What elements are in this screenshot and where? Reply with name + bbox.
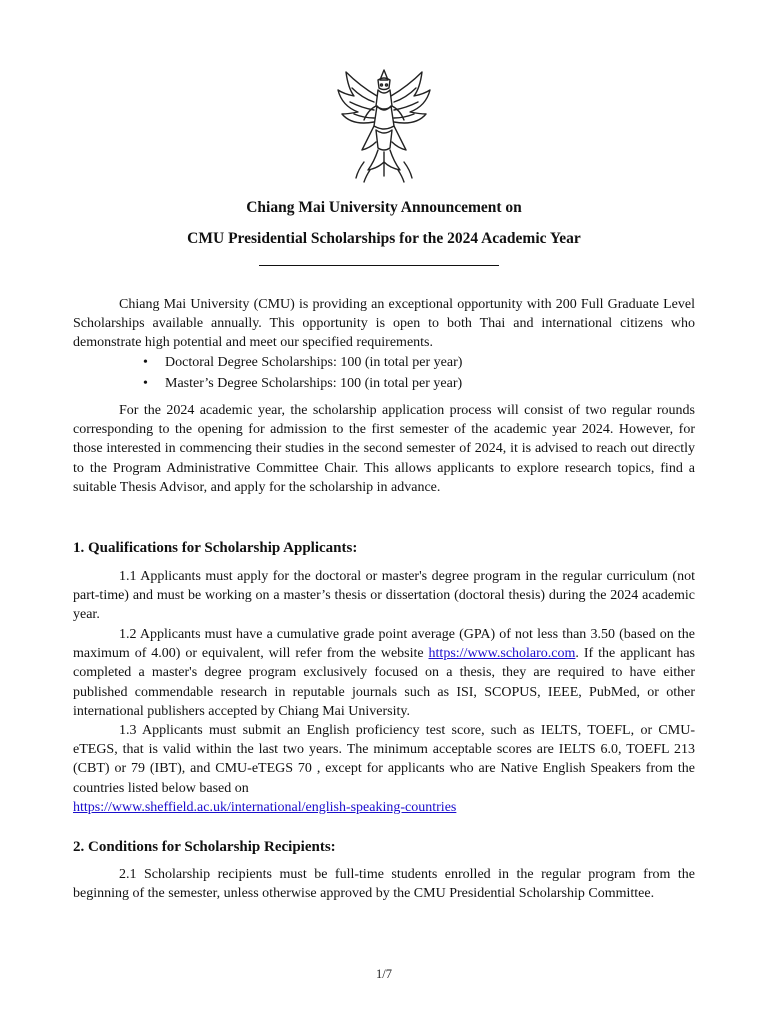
bullet-item-masters: • Master’s Degree Scholarships: 100 (in total per year): [143, 374, 462, 395]
section-1-heading: 1. Qualifications for Scholarship Applicants:: [73, 540, 358, 556]
scholarship-bullet-list: [143, 353, 462, 394]
intro-paragraph: Chiang Mai University (CMU) is providing an exceptional opportunity with 200 Full Graduate Level Scholarships available annually. This opportunity is open to both Thai and international citizens who demonstrate high potential and meet our specified requirements.: [73, 297, 695, 351]
document-title-line-1: Chiang Mai University Announcement on: [246, 199, 522, 216]
condition-2-1: 2.1 Scholarship recipients must be full-time students enrolled in the regular program from the beginning of the semester, unless otherwise approved by the CMU Presidential Scholarship Committee.: [73, 867, 695, 902]
qualification-1-2-text-after: . If the applicant has completed a master's degree program exclusively focused on a thesis, they are required to have either published commendable research in reputable journals such as ISI, SCOPUS, IEEE, PubMed, or other international publishers accepted by Chiang Mai University.: [73, 646, 695, 719]
qualification-1-1: 1.1 Applicants must apply for the doctoral or master's degree program in the regular curriculum (not part-time) and must be working on a master’s thesis or dissertation (doctoral thesis) during the 2024 academic year.: [73, 569, 695, 623]
qualification-1-3: [73, 721, 695, 817]
garuda-emblem-icon: [334, 66, 434, 184]
sheffield-english-countries-link[interactable]: https://www.sheffield.ac.uk/international/english-speaking-countries: [73, 799, 457, 815]
scholaro-link[interactable]: https://www.scholaro.com: [428, 646, 576, 662]
process-paragraph: For the 2024 academic year, the scholarship application process will consist of two regular rounds corresponding to the opening for admission to the first semester of the academic year 2024. However, for those interested in commencing their studies in the second semester of 2024, it is advised to reach out directly to the Program Administrative Committee Chair. This allows applicants to explore research topics, find a suitable Thesis Advisor, and apply for the scholarship in advance.: [73, 403, 695, 495]
page-number: 1/7: [376, 967, 392, 981]
bullet-item-doctoral: • Doctoral Degree Scholarships: 100 (in total per year): [143, 353, 462, 374]
title-underline-divider: [259, 265, 499, 266]
qualification-1-2: [73, 625, 695, 721]
qualification-1-3-text: 1.3 Applicants must submit an English proficiency test score, such as IELTS, TOEFL, or CMU-eTEGS, that is valid within the last two years. The minimum acceptable scores are IELTS 6.0, TOEFL 213 (CBT) or 79 (IBT), and CMU-eTEGS 70 , except for applicants who are Native English Speakers from the countries listed below based on: [73, 723, 695, 796]
section-2-heading: 2. Conditions for Scholarship Recipients:: [73, 839, 336, 855]
document-title-line-2: CMU Presidential Scholarships for the 2024 Academic Year: [187, 230, 581, 247]
qualification-1-2-text-before: 1.2 Applicants must have a cumulative grade point average (GPA) of not less than 3.50 (based on the maximum of 4.00) or equivalent, will refer from the website: [73, 627, 695, 662]
